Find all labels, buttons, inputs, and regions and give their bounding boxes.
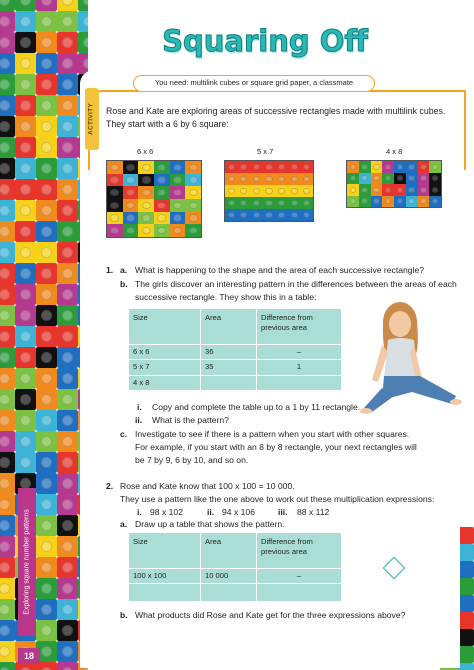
cube bbox=[0, 11, 15, 32]
cube bbox=[57, 620, 78, 641]
cube bbox=[0, 389, 15, 410]
cube bbox=[15, 116, 36, 137]
table-cell bbox=[257, 375, 342, 390]
expression-iii-label: iii. bbox=[278, 507, 288, 517]
cube bbox=[225, 209, 238, 221]
cube bbox=[138, 212, 154, 225]
cube bbox=[15, 368, 36, 389]
cube bbox=[57, 116, 78, 137]
cube bbox=[0, 305, 15, 326]
cube bbox=[154, 224, 170, 237]
cube bbox=[0, 431, 15, 452]
cube bbox=[185, 161, 201, 174]
cube bbox=[170, 161, 186, 174]
cube bbox=[154, 212, 170, 225]
cube bbox=[0, 536, 15, 557]
expression-i: 98 x 102 bbox=[150, 507, 183, 517]
cube bbox=[57, 179, 78, 200]
cube bbox=[394, 161, 406, 173]
cube bbox=[0, 0, 15, 11]
cube bbox=[138, 186, 154, 199]
cube bbox=[170, 199, 186, 212]
cube bbox=[36, 116, 57, 137]
cube bbox=[123, 174, 139, 187]
cube bbox=[154, 174, 170, 187]
question-2b-label: b. bbox=[120, 610, 128, 620]
cube bbox=[394, 196, 406, 208]
cube bbox=[250, 185, 263, 197]
cube bbox=[382, 184, 394, 196]
question-2-line-1: Rose and Kate know that 100 x 100 = 10 000. bbox=[120, 481, 295, 491]
table-cell: 36 bbox=[201, 345, 257, 360]
cube bbox=[138, 161, 154, 174]
table-row bbox=[129, 360, 342, 375]
cube bbox=[300, 197, 313, 209]
cube bbox=[57, 452, 78, 473]
cube bbox=[0, 137, 15, 158]
cube bbox=[275, 173, 288, 185]
cube bbox=[225, 197, 238, 209]
cube bbox=[347, 173, 359, 185]
cube bbox=[418, 196, 430, 208]
area-difference-table-2 bbox=[128, 532, 342, 602]
cube bbox=[15, 263, 36, 284]
cube bbox=[185, 224, 201, 237]
cube bbox=[0, 95, 15, 116]
cube bbox=[225, 185, 238, 197]
cube bbox=[0, 410, 15, 431]
cube bbox=[15, 221, 36, 242]
cube bbox=[138, 224, 154, 237]
cube bbox=[78, 0, 88, 11]
cube bbox=[57, 305, 78, 326]
cube bbox=[123, 199, 139, 212]
question-1c-line-2: For example, if you start with an 8 by 8 rectangle, your next rectangles will bbox=[135, 442, 417, 452]
cube bbox=[57, 599, 78, 620]
cube bbox=[0, 557, 15, 578]
cube bbox=[0, 116, 15, 137]
cube bbox=[0, 347, 15, 368]
area-difference-table-1 bbox=[128, 308, 342, 391]
cube bbox=[36, 494, 57, 515]
table-cell bbox=[201, 375, 257, 390]
table-row bbox=[129, 375, 342, 390]
cube bbox=[275, 209, 288, 221]
cube bbox=[36, 620, 57, 641]
cube bbox=[300, 173, 313, 185]
cube bbox=[57, 326, 78, 347]
table-row bbox=[129, 345, 342, 360]
cube bbox=[15, 326, 36, 347]
cube bbox=[123, 212, 139, 225]
cube bbox=[57, 11, 78, 32]
cube bbox=[406, 196, 418, 208]
cube bbox=[382, 161, 394, 173]
cube bbox=[36, 263, 57, 284]
cube bbox=[36, 179, 57, 200]
question-1b-i-label: i. bbox=[137, 402, 142, 412]
cube bbox=[0, 221, 15, 242]
intro-line-1: Rose and Kate are exploring areas of successive rectangles made with multilink cubes. bbox=[106, 106, 446, 116]
cube bbox=[347, 184, 359, 196]
cube bbox=[57, 494, 78, 515]
table-cell: – bbox=[257, 569, 342, 584]
cube bbox=[250, 173, 263, 185]
cube bbox=[57, 515, 78, 536]
cube bbox=[250, 209, 263, 221]
cube bbox=[300, 185, 313, 197]
cube bbox=[15, 137, 36, 158]
cube bbox=[36, 284, 57, 305]
cube bbox=[263, 197, 276, 209]
cube bbox=[78, 11, 88, 32]
cube bbox=[36, 536, 57, 557]
cube bbox=[107, 174, 123, 187]
cube bbox=[0, 368, 15, 389]
cube bbox=[0, 158, 15, 179]
cube bbox=[15, 200, 36, 221]
figure-label-4x8: 4 x 8 bbox=[386, 147, 403, 156]
cube bbox=[347, 196, 359, 208]
cube bbox=[288, 161, 301, 173]
cube bbox=[57, 410, 78, 431]
cube bbox=[36, 326, 57, 347]
cube bbox=[36, 305, 57, 326]
cube bbox=[288, 185, 301, 197]
cube bbox=[429, 196, 441, 208]
cube bbox=[0, 599, 15, 620]
question-1a-label: a. bbox=[120, 265, 128, 275]
cube bbox=[406, 173, 418, 185]
cube bbox=[238, 209, 251, 221]
page-number: 18 bbox=[18, 648, 40, 664]
cube bbox=[418, 161, 430, 173]
cube bbox=[15, 95, 36, 116]
cube bbox=[250, 161, 263, 173]
cube bbox=[57, 557, 78, 578]
question-1b-ii-label: ii. bbox=[135, 415, 143, 425]
question-2b-text: What products did Rose and Kate get for the three expressions above? bbox=[135, 610, 406, 620]
side-label: Exploring square number patterns bbox=[23, 509, 31, 615]
cube bbox=[57, 221, 78, 242]
cube bbox=[15, 11, 36, 32]
cube bbox=[36, 515, 57, 536]
cube bbox=[57, 641, 78, 662]
cube bbox=[288, 197, 301, 209]
cube bbox=[0, 578, 15, 599]
cube bbox=[275, 197, 288, 209]
cube bbox=[275, 161, 288, 173]
cube bbox=[0, 242, 15, 263]
cube bbox=[263, 173, 276, 185]
cube bbox=[418, 184, 430, 196]
cube bbox=[15, 53, 36, 74]
cube bbox=[36, 158, 57, 179]
cube bbox=[36, 473, 57, 494]
cube bbox=[57, 431, 78, 452]
cube bbox=[57, 662, 78, 670]
question-1b-line-2: successive rectangle. They show this in a table: bbox=[135, 292, 317, 302]
cube bbox=[170, 174, 186, 187]
cube bbox=[371, 161, 383, 173]
cube bbox=[107, 212, 123, 225]
cube bbox=[371, 173, 383, 185]
cube bbox=[359, 161, 371, 173]
cube bbox=[57, 368, 78, 389]
cube bbox=[429, 184, 441, 196]
table-cell: 4 x 8 bbox=[129, 375, 201, 390]
cube bbox=[394, 173, 406, 185]
cube bbox=[123, 224, 139, 237]
question-1a-text: What is happening to the shape and the area of each successive rectangle? bbox=[135, 265, 425, 275]
cube-grid-6x6 bbox=[106, 160, 202, 238]
cube bbox=[0, 284, 15, 305]
cube bbox=[107, 161, 123, 174]
question-1c-label: c. bbox=[120, 429, 128, 439]
table-cell: – bbox=[257, 345, 342, 360]
cube bbox=[138, 199, 154, 212]
cube bbox=[15, 179, 36, 200]
cube bbox=[154, 161, 170, 174]
cube bbox=[382, 173, 394, 185]
activity-label: ACTIVITY bbox=[87, 102, 95, 136]
cube bbox=[394, 184, 406, 196]
materials-box: You need: multilink cubes or square grid paper, a classmate bbox=[133, 75, 375, 92]
table-cell bbox=[129, 584, 201, 602]
cube bbox=[57, 95, 78, 116]
expression-iii: 88 x 112 bbox=[297, 507, 330, 517]
cube bbox=[371, 184, 383, 196]
question-1-number: 1. bbox=[106, 265, 114, 275]
cube bbox=[15, 32, 36, 53]
cube bbox=[263, 161, 276, 173]
cube bbox=[36, 95, 57, 116]
cube bbox=[36, 599, 57, 620]
cube bbox=[382, 196, 394, 208]
figure-label-5x7: 5 x 7 bbox=[257, 147, 274, 156]
cube bbox=[15, 389, 36, 410]
cube bbox=[238, 161, 251, 173]
question-1b-ii-text: What is the pattern? bbox=[152, 415, 229, 425]
cube bbox=[57, 158, 78, 179]
question-2-line-2: They use a pattern like the one above to work out these multiplication expressions: bbox=[120, 494, 435, 504]
cube-decoration-left bbox=[0, 0, 88, 670]
cube bbox=[36, 410, 57, 431]
cube bbox=[57, 263, 78, 284]
cube bbox=[57, 137, 78, 158]
cube bbox=[36, 347, 57, 368]
cube bbox=[185, 174, 201, 187]
cube bbox=[225, 173, 238, 185]
cube bbox=[36, 0, 57, 11]
cube bbox=[57, 242, 78, 263]
cube bbox=[406, 184, 418, 196]
table-1-header-size: Size bbox=[129, 309, 201, 345]
cube bbox=[275, 185, 288, 197]
table-row bbox=[129, 584, 342, 602]
cube bbox=[154, 199, 170, 212]
expression-ii: 94 x 106 bbox=[222, 507, 255, 517]
cube bbox=[359, 184, 371, 196]
cube bbox=[0, 641, 15, 662]
cube bbox=[57, 347, 78, 368]
cube bbox=[300, 161, 313, 173]
cube bbox=[57, 32, 78, 53]
cube bbox=[238, 185, 251, 197]
cube bbox=[250, 197, 263, 209]
cube bbox=[57, 473, 78, 494]
cube bbox=[288, 209, 301, 221]
cube bbox=[36, 11, 57, 32]
expression-ii-label: ii. bbox=[207, 507, 215, 517]
table-1-header-difference: Difference from previous area bbox=[257, 309, 342, 345]
cube bbox=[429, 161, 441, 173]
cube bbox=[15, 284, 36, 305]
table-2-header-area: Area bbox=[201, 533, 257, 569]
cube bbox=[0, 473, 15, 494]
cube bbox=[359, 196, 371, 208]
cube bbox=[225, 161, 238, 173]
table-1-header-area: Area bbox=[201, 309, 257, 345]
table-cell: 6 x 6 bbox=[129, 345, 201, 360]
cube bbox=[123, 186, 139, 199]
cube bbox=[15, 74, 36, 95]
cube bbox=[36, 137, 57, 158]
table-cell: 5 x 7 bbox=[129, 360, 201, 375]
cube bbox=[371, 196, 383, 208]
cube bbox=[36, 32, 57, 53]
cube bbox=[36, 578, 57, 599]
cube bbox=[0, 620, 15, 641]
cube bbox=[263, 209, 276, 221]
table-cell bbox=[201, 584, 257, 602]
cube bbox=[15, 347, 36, 368]
cube bbox=[36, 452, 57, 473]
cube bbox=[0, 263, 15, 284]
cube bbox=[57, 389, 78, 410]
cube bbox=[170, 212, 186, 225]
intro-line-2: They start with a 6 by 6 square: bbox=[106, 119, 229, 129]
cube bbox=[107, 199, 123, 212]
cube bbox=[0, 74, 15, 95]
cube bbox=[0, 200, 15, 221]
cube bbox=[15, 0, 36, 11]
cube bbox=[36, 74, 57, 95]
question-1b-line-1: The girls discover an interesting pattern in the differences between the areas of each bbox=[135, 279, 457, 289]
table-2-header-difference: Difference from previous area bbox=[257, 533, 342, 569]
cube bbox=[107, 186, 123, 199]
cube bbox=[36, 242, 57, 263]
cube bbox=[185, 199, 201, 212]
cube bbox=[429, 173, 441, 185]
table-cell: 35 bbox=[201, 360, 257, 375]
cube bbox=[170, 224, 186, 237]
question-1b-i-text: Copy and complete the table up to a 1 by 11 rectangle. bbox=[152, 402, 361, 412]
cube bbox=[78, 32, 88, 53]
cube bbox=[107, 224, 123, 237]
cube bbox=[0, 326, 15, 347]
cube bbox=[238, 173, 251, 185]
cube bbox=[347, 161, 359, 173]
cube bbox=[359, 173, 371, 185]
table-row bbox=[129, 569, 342, 584]
cube bbox=[123, 161, 139, 174]
expression-i-label: i. bbox=[137, 507, 142, 517]
question-1c-line-3: be 7 by 9, 6 by 10, and so on. bbox=[135, 455, 249, 465]
table-cell: 10 000 bbox=[201, 569, 257, 584]
question-2a-text: Draw up a table that shows the pattern. bbox=[135, 519, 285, 529]
cube bbox=[170, 186, 186, 199]
cube bbox=[57, 536, 78, 557]
cube-grid-5x7 bbox=[224, 160, 314, 222]
cube bbox=[15, 452, 36, 473]
cube bbox=[15, 431, 36, 452]
cube bbox=[57, 284, 78, 305]
cube bbox=[0, 179, 15, 200]
cube bbox=[36, 557, 57, 578]
cube bbox=[263, 185, 276, 197]
cube bbox=[0, 662, 15, 670]
cube bbox=[36, 221, 57, 242]
cube bbox=[57, 578, 78, 599]
cube bbox=[15, 242, 36, 263]
page-title: Squaring Off bbox=[162, 24, 368, 58]
table-cell bbox=[257, 584, 342, 602]
cube bbox=[36, 53, 57, 74]
cube bbox=[36, 368, 57, 389]
cube bbox=[154, 186, 170, 199]
cube bbox=[138, 174, 154, 187]
cube bbox=[36, 389, 57, 410]
table-cell: 100 x 100 bbox=[129, 569, 201, 584]
table-2-header-size: Size bbox=[129, 533, 201, 569]
cube bbox=[15, 158, 36, 179]
cube bbox=[0, 452, 15, 473]
question-2-number: 2. bbox=[106, 481, 114, 491]
cube bbox=[300, 209, 313, 221]
question-1b-label: b. bbox=[120, 279, 128, 289]
cube bbox=[0, 32, 15, 53]
cube bbox=[0, 53, 15, 74]
cube bbox=[15, 410, 36, 431]
cube bbox=[418, 173, 430, 185]
cube bbox=[238, 197, 251, 209]
cube bbox=[288, 173, 301, 185]
question-2a-label: a. bbox=[120, 519, 128, 529]
table-cell: 1 bbox=[257, 360, 342, 375]
cube bbox=[406, 161, 418, 173]
cube bbox=[15, 305, 36, 326]
cube bbox=[0, 515, 15, 536]
question-1c-line-1: Investigate to see if there is a pattern when you start with other squares. bbox=[135, 429, 410, 439]
cube-grid-4x8 bbox=[346, 160, 442, 208]
cube bbox=[57, 53, 78, 74]
figure-label-6x6: 6 x 6 bbox=[137, 147, 154, 156]
cube bbox=[36, 200, 57, 221]
cube bbox=[57, 0, 78, 11]
cube bbox=[0, 494, 15, 515]
cube bbox=[57, 74, 78, 95]
cube bbox=[57, 200, 78, 221]
cube bbox=[185, 212, 201, 225]
cube bbox=[185, 186, 201, 199]
cube bbox=[36, 431, 57, 452]
